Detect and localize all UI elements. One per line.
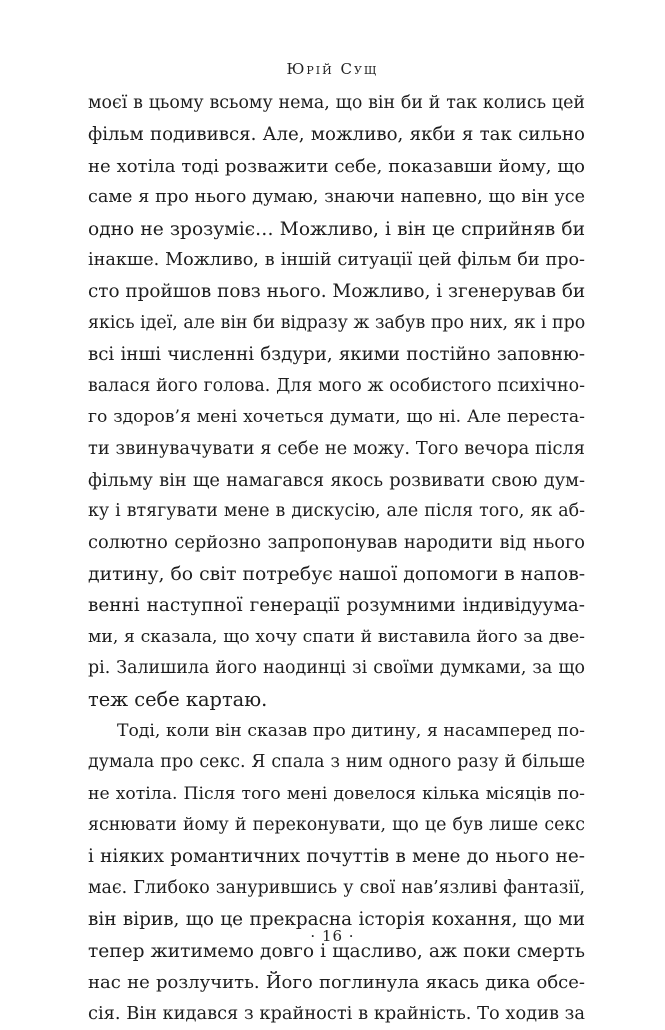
text-line: нас не розлучить. Його поглинула якась дика обсе-	[88, 971, 585, 993]
text-line: саме я про нього думаю, знаючи напевно, що він усе	[88, 187, 585, 208]
text-line: го здоров’я мені хочеться думати, що ні. Але переста-	[88, 406, 585, 427]
text-line: не хотіла. Після того мені довелося кілька місяців по-	[88, 783, 585, 804]
text-line: якісь ідеї, але він би відразу ж забув про них, як і про	[88, 312, 585, 333]
text-line: фільм подивився. Але, можливо, якби я так сильно	[88, 124, 585, 146]
running-head-author: Юрій Сущ	[286, 60, 379, 78]
text-line: всі інші численні бздури, якими постійно заповню-	[88, 344, 585, 366]
paragraph-1	[88, 88, 585, 716]
text-line: тепер житимемо довго і щасливо, аж поки смерть	[88, 940, 585, 962]
text-line: Тоді, коли він сказав про дитину, я насамперед по-	[117, 720, 585, 741]
text-line: ми, я сказала, що хочу спати й виставила його за две-	[88, 626, 585, 647]
text-line: дитину, бо світ потребує нашої допомоги в напов-	[88, 563, 585, 585]
page-number: · 16 ·	[310, 927, 355, 945]
text-line: валася його голова. Для мого ж особистого психічно-	[88, 375, 585, 396]
text-line: венні наступної генерації розумними індивідуума-	[88, 595, 585, 617]
paragraph-2	[88, 716, 585, 1030]
text-line: моєї в цьому всьому нема, що він би й так колись цей	[88, 93, 585, 113]
body-text	[88, 88, 585, 1030]
text-line: сто пройшов повз нього. Можливо, і згенерував би	[88, 281, 585, 303]
text-line: одно не зрозуміє… Можливо, і він це сприйняв би	[88, 218, 585, 240]
text-line: фільму він ще намагався якось розвивати свою дум-	[88, 469, 585, 491]
text-line: інакше. Можливо, в іншій ситуації цей фільм би про-	[88, 249, 585, 270]
text-line: солютно серйозно запропонував народити від нього	[88, 532, 585, 554]
text-line: теж себе картаю.	[88, 688, 268, 712]
text-line: не хотіла тоді розважити себе, показавши йому, що	[88, 155, 585, 177]
text-line: сія. Він кидався з крайності в крайність. То ходив за	[88, 1003, 585, 1025]
text-line: рі. Залишила його наодинці зі своїми думками, за що	[88, 658, 585, 679]
text-line: і ніяких романтичних почуттів в мене до нього не-	[88, 846, 585, 868]
text-line: яснювати йому й переконувати, що це був лише секс	[88, 814, 585, 835]
text-line: думала про секс. Я спала з ним одного разу й більше	[88, 752, 585, 773]
text-line: має. Глибоко занурившись у свої нав’язливі фантазії,	[88, 877, 585, 898]
text-line: ти звинувачувати я себе не можу. Того вечора після	[88, 438, 585, 460]
text-line: ку і втягувати мене в дискусію, але після того, як аб-	[88, 501, 585, 522]
text-line: він вірив, що це прекрасна історія кохання, що ми	[88, 909, 585, 931]
